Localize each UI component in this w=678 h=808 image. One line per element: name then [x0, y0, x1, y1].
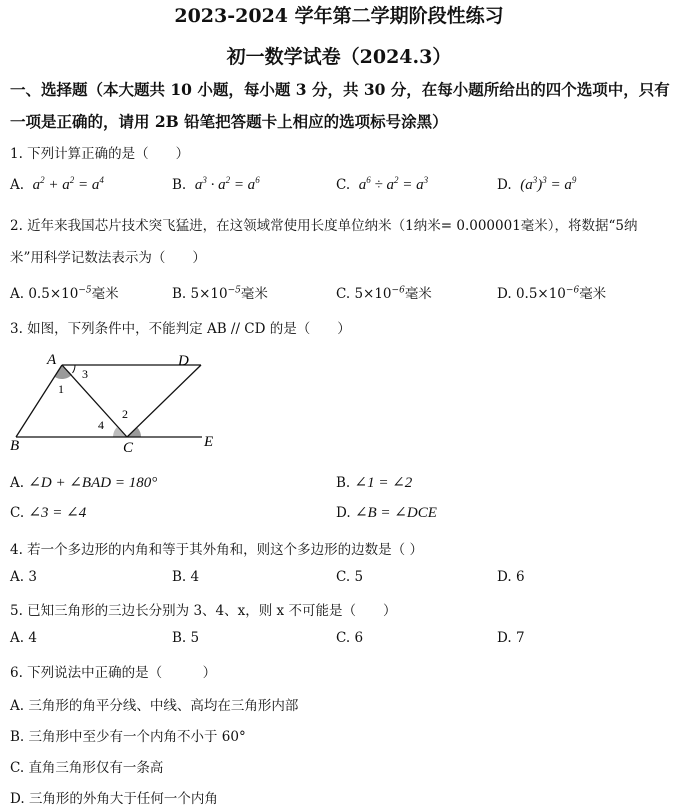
- angle-label-2: 2: [122, 407, 128, 421]
- question-4-text: 4. 若一个多边形的内角和等于其外角和，则这个多边形的边数是（ ）: [10, 542, 423, 558]
- q4-option-b[interactable]: B. 4: [172, 569, 200, 585]
- angle-label-3: 3: [82, 367, 88, 381]
- q3-option-a[interactable]: A. ∠D + ∠BAD = 180°: [10, 475, 158, 491]
- q5-option-b[interactable]: B. 5: [172, 630, 200, 646]
- q6-option-b[interactable]: B. 三角形中至少有一个内角不小于 60°: [10, 729, 246, 745]
- q6-option-a[interactable]: A. 三角形的角平分线、中线、高均在三角形内部: [10, 698, 299, 714]
- q3-option-d[interactable]: D. ∠B = ∠DCE: [336, 505, 437, 521]
- q1-option-d[interactable]: D. $(a^3)^3 = a^9$: [497, 175, 577, 193]
- q4-option-d[interactable]: D. 6: [497, 569, 525, 585]
- point-label-c: C: [123, 440, 134, 454]
- q5-option-a[interactable]: A. 4: [10, 630, 37, 646]
- question-2-text-line1: 2. 近年来我国芯片技术突飞猛进，在这领域常使用长度单位纳米（1纳米= 0.000001毫米），将数据“5纳: [10, 218, 638, 234]
- q2-option-c[interactable]: C. $5\times 10^{-6}$毫米: [336, 285, 432, 302]
- q3-option-c[interactable]: C. ∠3 = ∠4: [10, 505, 87, 521]
- section-heading-line2: 一项是正确的，请用 2B 铅笔把答题卡上相应的选项标号涂黑）: [10, 112, 448, 131]
- point-label-e: E: [204, 434, 214, 450]
- point-label-a: A: [47, 352, 57, 368]
- angle-label-4: 4: [98, 418, 104, 432]
- question-3-text: 3. 如图，下列条件中，不能判定 AB // CD 的是（ ）: [10, 321, 351, 337]
- question-2-text-line2: 米”用科学记数法表示为（ ）: [10, 250, 206, 266]
- q1-option-a[interactable]: A. $a^2 + a^2 = a^4$: [10, 175, 104, 193]
- parallelogram-figure: [6, 348, 228, 454]
- q1-option-c[interactable]: C. $a^6 \div a^2 = a^3$: [336, 175, 429, 193]
- q6-option-d[interactable]: D. 三角形的外角大于任何一个内角: [10, 791, 218, 807]
- page-title: 2023-2024 学年第二学期阶段性练习: [174, 5, 504, 27]
- question-1-text: 1. 下列计算正确的是（ ）: [10, 146, 190, 162]
- segment-ac: [62, 365, 127, 437]
- q4-option-c[interactable]: C. 5: [336, 569, 364, 585]
- q4-option-a[interactable]: A. 3: [10, 569, 37, 585]
- point-label-b: B: [10, 438, 20, 454]
- angle-3-arc: [73, 365, 76, 373]
- segment-ab: [16, 365, 62, 437]
- question-5-text: 5. 已知三角形的三边长分别为 3、4、x，则 x 不可能是（ ）: [10, 603, 397, 619]
- segment-dc: [127, 365, 201, 437]
- section-heading-line1: 一、选择题（本大题共 10 小题，每小题 3 分，共 30 分，在每小题所给出的四个选项中，只有: [10, 80, 670, 99]
- page-subtitle: 初一数学试卷（2024.3）: [226, 46, 452, 68]
- q3-option-b[interactable]: B. ∠1 = ∠2: [336, 475, 413, 491]
- q1-option-b[interactable]: B. $a^3 \cdot a^2 = a^6$: [172, 175, 260, 193]
- q2-option-d[interactable]: D. $0.5\times 10^{-6}$毫米: [497, 285, 607, 302]
- q6-option-c[interactable]: C. 直角三角形仅有一条高: [10, 760, 164, 776]
- q5-option-d[interactable]: D. 7: [497, 630, 525, 646]
- question-6-text: 6. 下列说法中正确的是（ ）: [10, 665, 217, 681]
- point-label-d: D: [178, 353, 189, 369]
- angle-label-1: 1: [58, 382, 64, 396]
- q2-option-a[interactable]: A. $0.5\times 10^{-5}$毫米: [10, 285, 119, 302]
- q2-option-b[interactable]: B. $5\times 10^{-5}$毫米: [172, 285, 268, 302]
- q5-option-c[interactable]: C. 6: [336, 630, 364, 646]
